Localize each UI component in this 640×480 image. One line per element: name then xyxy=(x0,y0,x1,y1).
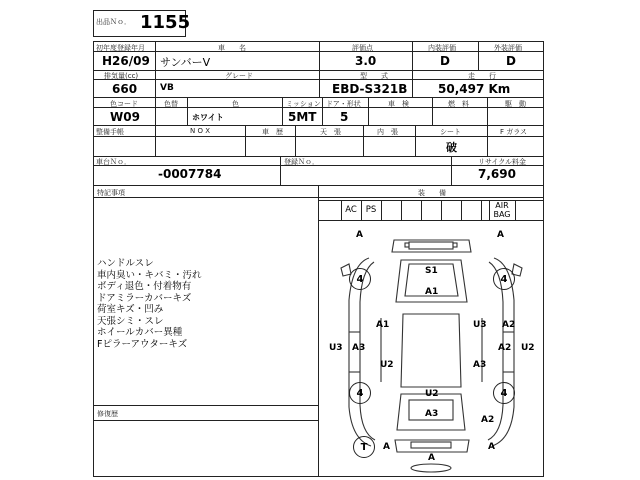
seat-value: 破 xyxy=(446,141,457,154)
damage-mark: A2 xyxy=(498,343,512,353)
doors-label: ドア・形状 xyxy=(326,100,361,108)
score-value: 3.0 xyxy=(355,54,377,68)
interior-label: 内装評価 xyxy=(428,44,456,52)
note-line: 車内臭い・キバミ・汚れ xyxy=(97,269,202,281)
recycle-value: 7,690 xyxy=(478,167,516,181)
tire-front-right: 4 xyxy=(493,268,515,290)
damage-mark: U3 xyxy=(329,343,343,353)
nox-label: N O X xyxy=(190,127,210,135)
repair-history-label: 修復歴 xyxy=(97,410,118,418)
color-swap-label: 色替 xyxy=(164,100,178,108)
inspection-label: 車 検 xyxy=(388,100,409,108)
note-line: Fピラーアウターキズ xyxy=(97,338,188,350)
car-name-value: サンバーV xyxy=(160,56,211,69)
lot-number-label: 出品Ｎｏ． xyxy=(96,18,131,26)
mileage-label: 走 行 xyxy=(468,72,496,80)
damage-mark: U2 xyxy=(380,360,394,370)
history-label: 車 歴 xyxy=(262,128,283,136)
exterior-label: 外装評価 xyxy=(494,44,522,52)
registration-label: 登録Ｎｏ． xyxy=(284,158,319,166)
model-value: EBD-S321B xyxy=(332,82,408,96)
body-center-outline xyxy=(401,314,461,387)
damage-mark: A xyxy=(356,230,363,240)
displacement-value: 660 xyxy=(112,82,138,96)
first-reg-value: H26/09 xyxy=(102,54,150,68)
interior-trim-label: 内 張 xyxy=(377,128,398,136)
damage-mark: U2 xyxy=(521,343,535,353)
exterior-value: D xyxy=(506,54,516,68)
remarks-label: 特記事項 xyxy=(97,189,125,197)
damage-mark: U3 xyxy=(473,320,487,330)
chassis-label: 車台Ｎｏ． xyxy=(96,158,131,166)
damage-mark: A1 xyxy=(425,287,439,297)
mileage-value: 50,497 Km xyxy=(438,82,511,96)
damage-mark: A3 xyxy=(425,409,439,419)
spare-tire-outline xyxy=(411,464,451,472)
tire-front-left: 4 xyxy=(349,268,371,290)
color-code-label: 色コード xyxy=(110,100,138,108)
equipment-ac: AC xyxy=(345,205,357,215)
ceiling-label: 天 張 xyxy=(320,128,341,136)
damage-mark: A2 xyxy=(502,320,516,330)
score-label: 評価点 xyxy=(352,44,373,52)
drive-label: 駆 動 xyxy=(505,100,526,108)
color-label: 色 xyxy=(232,100,239,108)
equipment-ps: PS xyxy=(365,205,377,215)
recycle-label: リサイクル料金 xyxy=(478,158,527,166)
chassis-value: -0007784 xyxy=(158,167,222,181)
tire-rear-right: 4 xyxy=(493,382,515,404)
damage-mark: U2 xyxy=(425,389,439,399)
damage-mark: A3 xyxy=(352,343,366,353)
tire-rear-left: 4 xyxy=(349,382,371,404)
damage-mark: A xyxy=(497,230,504,240)
grade-value: VB xyxy=(160,83,174,93)
damage-mark: A2 xyxy=(481,415,495,425)
lot-number: 1155 xyxy=(140,12,191,33)
equipment-airbag: AIR BAG xyxy=(493,201,511,219)
damage-mark: A xyxy=(383,442,390,452)
interior-value: D xyxy=(440,54,450,68)
color-value: ホワイト xyxy=(192,113,224,122)
note-line: 荷室キズ・凹み xyxy=(97,304,164,315)
remarks-notes xyxy=(97,258,202,350)
note-line: ボディ退色・付着物有 xyxy=(97,281,192,292)
fuel-label: 燃 料 xyxy=(448,100,469,108)
damage-mark: A1 xyxy=(376,320,390,330)
model-label: 型 式 xyxy=(360,72,388,80)
damage-mark: A xyxy=(428,453,435,463)
color-code-value: W09 xyxy=(110,110,140,124)
maintenance-book-label: 整備手帳 xyxy=(96,128,124,136)
note-line: ハンドルスレ xyxy=(97,258,154,269)
car-name-label: 車 名 xyxy=(218,44,246,52)
damage-mark: S1 xyxy=(425,266,438,276)
displacement-label: 排気量(cc) xyxy=(104,72,139,80)
doors-value: 5 xyxy=(340,110,349,124)
grade-label: グレード xyxy=(225,72,253,80)
note-line: ドアミラーカバーキズ xyxy=(97,292,192,304)
first-reg-label: 初年度登録年月 xyxy=(96,44,145,52)
spare-tire-mark: T xyxy=(353,436,375,458)
front-glass-label: F ガラス xyxy=(500,128,528,136)
equipment-label: 装 備 xyxy=(418,189,446,197)
mission-label: ミッション xyxy=(286,100,321,108)
note-line: 天張シミ・スレ xyxy=(97,315,164,327)
damage-mark: A xyxy=(488,442,495,452)
seat-label: シート xyxy=(440,128,461,136)
mission-value: 5MT xyxy=(288,110,317,124)
damage-mark: A3 xyxy=(473,360,487,370)
note-line: ホイールカバー異種 xyxy=(97,327,183,338)
